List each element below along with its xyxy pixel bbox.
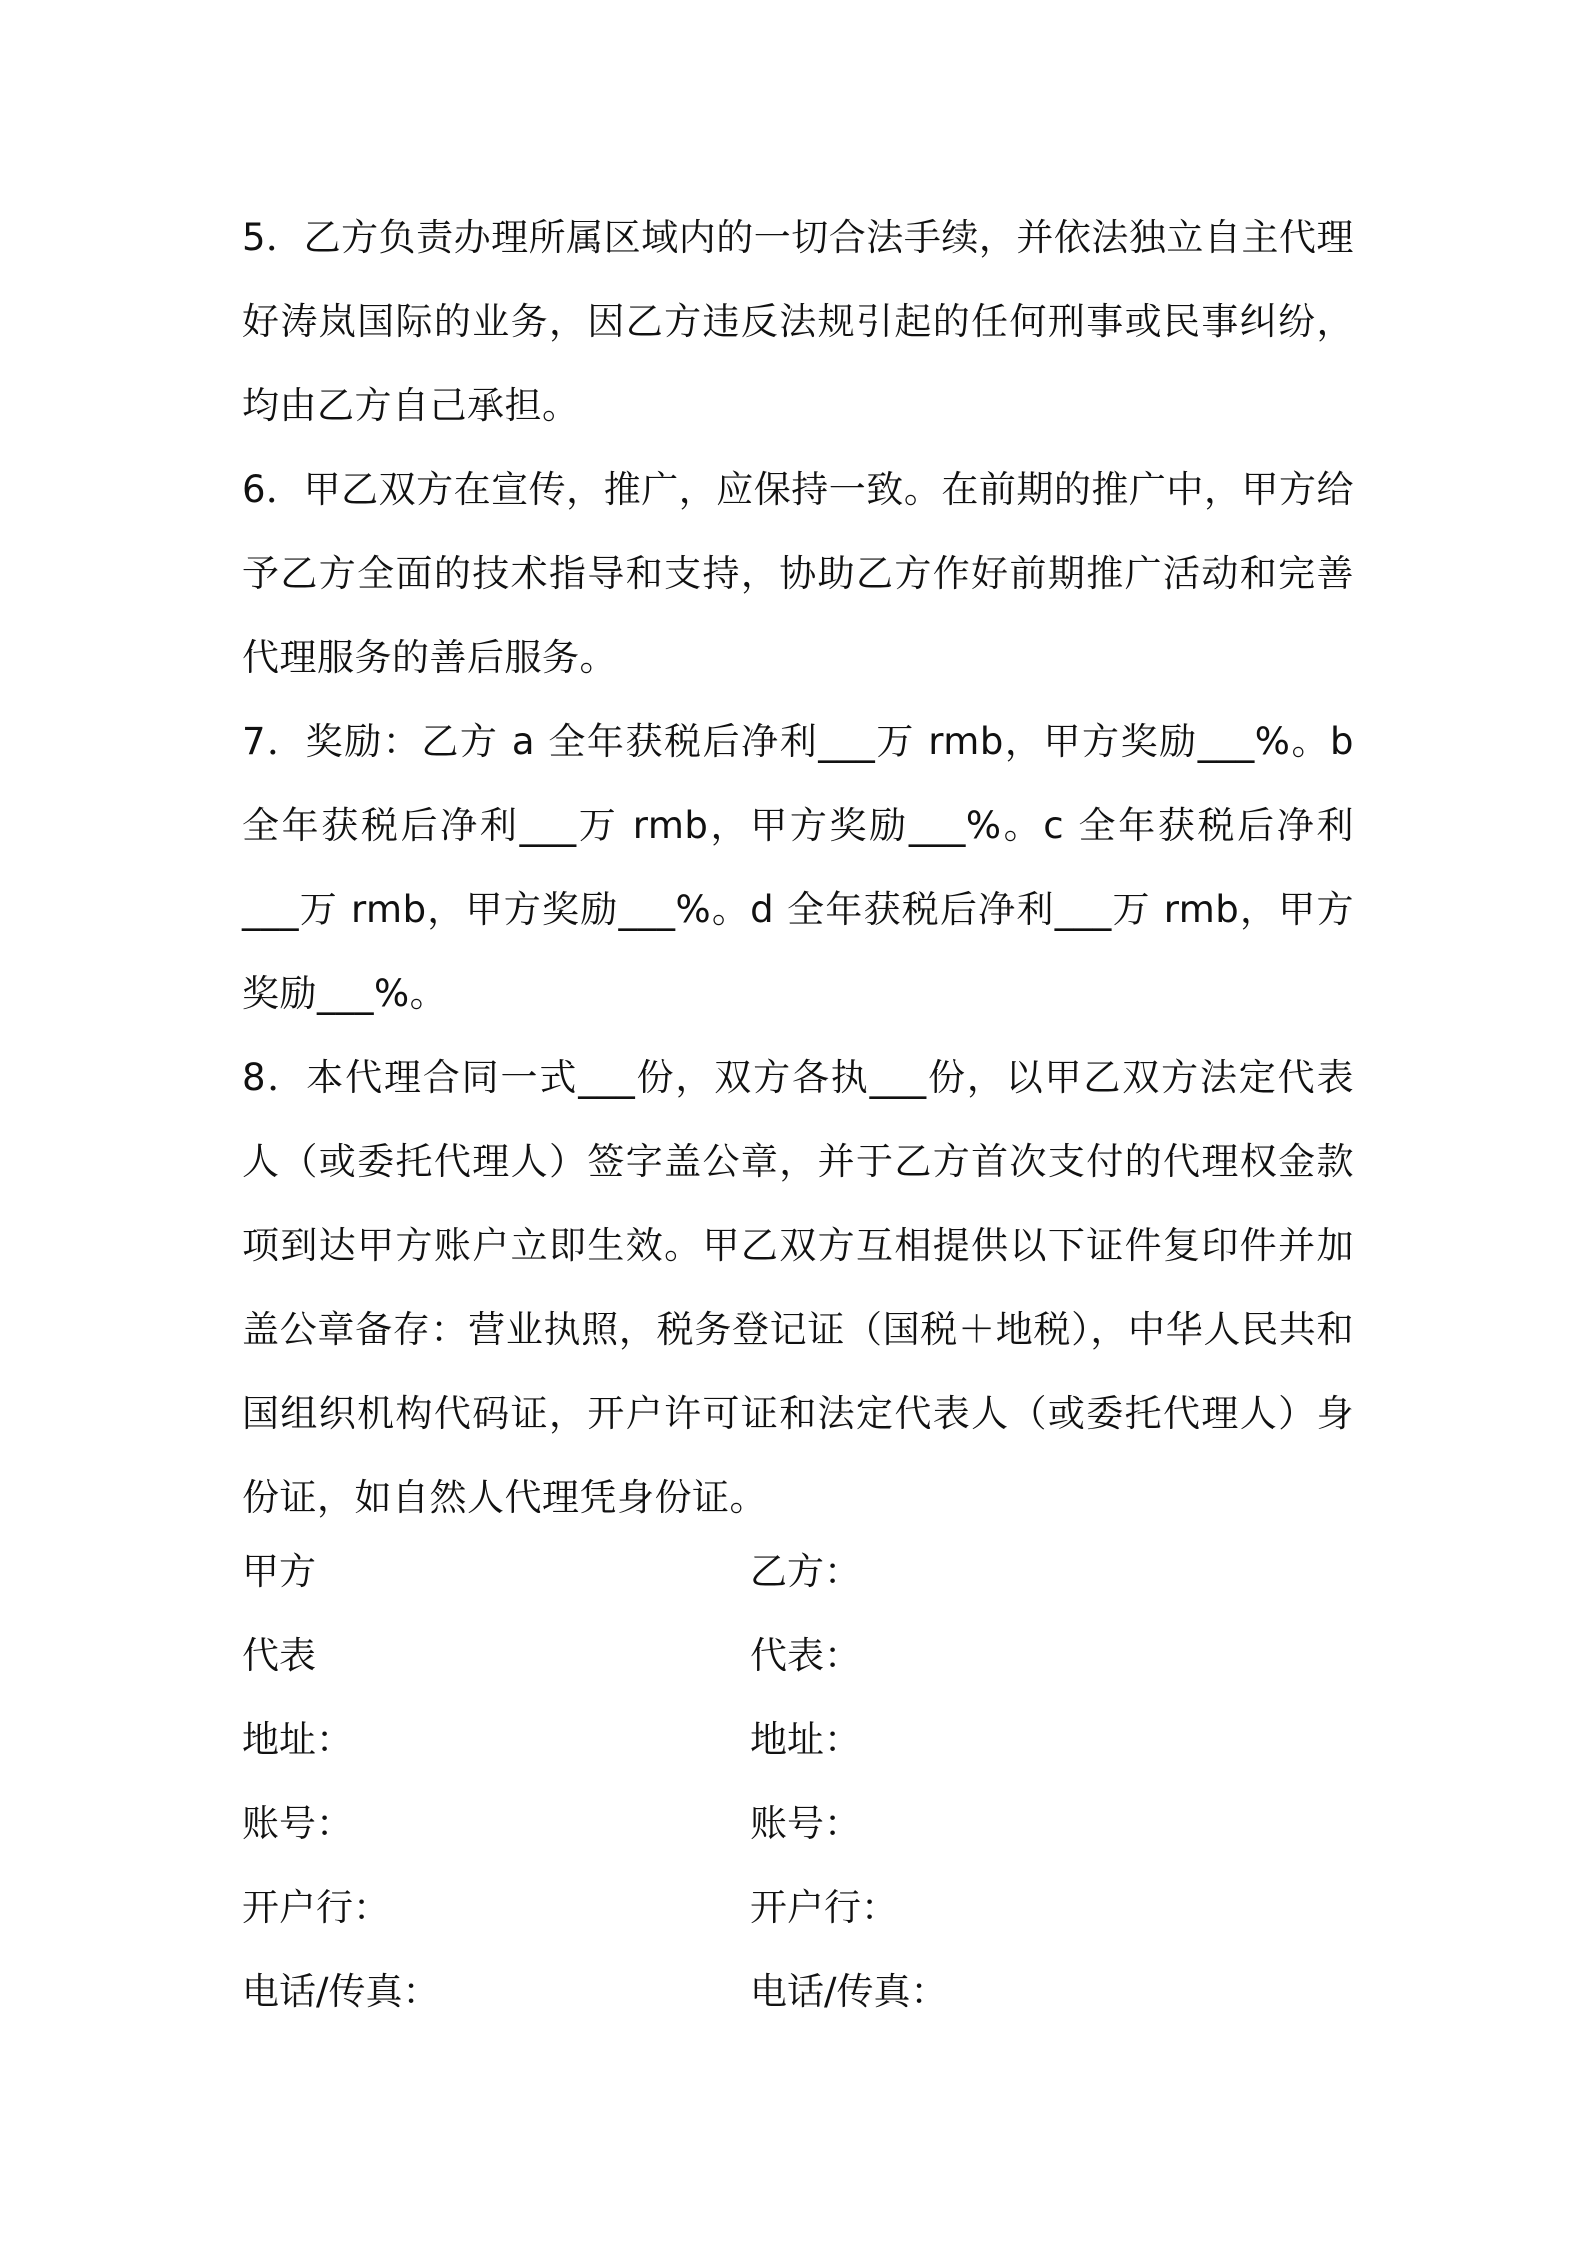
party-b-bank-label: 开户行： xyxy=(750,1886,898,1929)
clause-7: 7．奖励：乙方 a 全年获税后净利___万 rmb，甲方奖励___%。b 全年获税后净利___万 rmb，甲方奖励___%。c 全年获税后净利___万 rmb，甲方奖励___%。d 全年获税后净利___万 rmb，甲方奖励___%。 xyxy=(242,720,1354,1015)
party-b-label: 乙方： xyxy=(750,1550,861,1593)
party-a-account-label: 账号： xyxy=(242,1802,353,1845)
party-a-label: 甲方 xyxy=(242,1550,316,1593)
party-b-address-label: 地址： xyxy=(750,1718,861,1761)
clause-5: 5．乙方负责办理所属区域内的一切合法手续，并依法独立自主代理好涛岚国际的业务，因乙方违反法规引起的任何刑事或民事纠纷，均由乙方自己承担。 xyxy=(242,216,1354,427)
contract-body xyxy=(242,196,1354,1540)
signature-block xyxy=(242,1530,1354,2034)
signature-row-account xyxy=(242,1782,1354,1866)
clause-6: 6．甲乙双方在宣传，推广，应保持一致。在前期的推广中，甲方给予乙方全面的技术指导和支持，协助乙方作好前期推广活动和完善代理服务的善后服务。 xyxy=(242,468,1354,679)
signature-row-party xyxy=(242,1530,1354,1614)
signature-row-bank xyxy=(242,1866,1354,1950)
clause-8: 8．本代理合同一式___份，双方各执___份，以甲乙双方法定代表人（或委托代理人）签字盖公章，并于乙方首次支付的代理权金款项到达甲方账户立即生效。甲乙双方互相提供以下证件复印件并加盖公章备存：营业执照，税务登记证（国税＋地税），中华人民共和国组织机构代码证，开户许可证和法定代表人（或委托代理人）身份证，如自然人代理凭身份证。 xyxy=(242,1056,1354,1519)
party-a-address-label: 地址： xyxy=(242,1718,353,1761)
party-a-bank-label: 开户行： xyxy=(242,1886,390,1929)
party-b-representative-label: 代表： xyxy=(750,1634,861,1677)
party-a-representative-label: 代表 xyxy=(242,1634,316,1677)
signature-row-address xyxy=(242,1698,1354,1782)
signature-row-phone-fax xyxy=(242,1950,1354,2034)
signature-row-representative xyxy=(242,1614,1354,1698)
party-a-phone-fax-label: 电话/传真： xyxy=(242,1970,440,2013)
party-b-phone-fax-label: 电话/传真： xyxy=(750,1970,948,2013)
party-b-account-label: 账号： xyxy=(750,1802,861,1845)
